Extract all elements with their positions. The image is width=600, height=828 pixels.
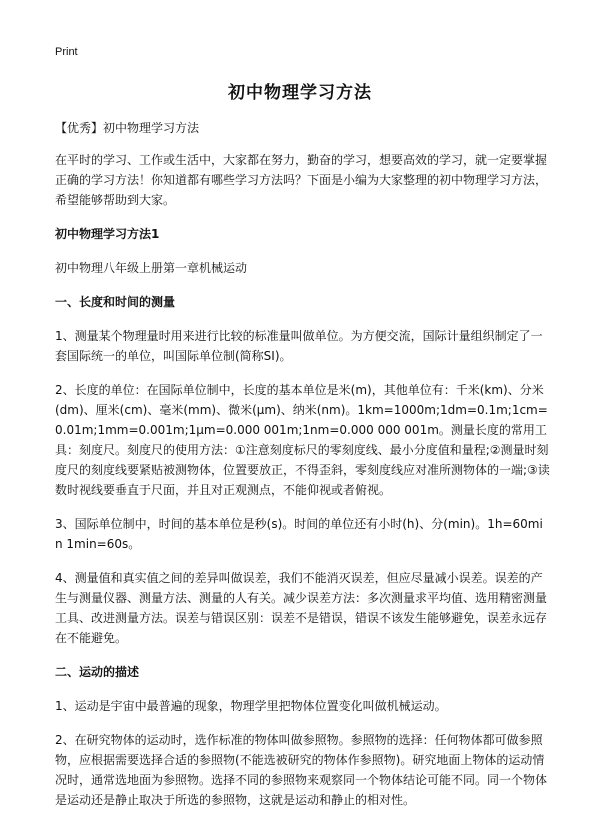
section1-paragraph-3: 3、国际单位制中，时间的基本单位是秒(s)。时间的单位还有小时(h)、分(min)。1h=60min 1min=60s。 bbox=[55, 517, 543, 551]
section1-paragraph-2: 2、长度的单位：在国际单位制中，长度的基本单位是米(m)，其他单位有：千米(km)、分米(dm)、厘米(cm)、毫米(mm)、微米(μm)、纳米(nm)。1km=1000m;1dm=0.1m;1cm=0.01m;1mm=0.001m;1μm=0.000 001m;1nm=0.000 000 001m。测量长度的常用工具：刻度尺。刻度尺的使用方法：①注意刻度标尺的零刻度线、最小分度值和量程;②测量时刻度尺的刻度线要紧贴被测物体，位置要放正，不得歪斜，零刻度线应对准所测物体的一端;③读数时视线要垂直于尺面，并且对正观测点，不能仰视或者俯视。 bbox=[55, 383, 550, 497]
chapter-line: 初中物理八年级上册第一章机械运动 bbox=[55, 261, 248, 275]
section1-paragraph-4: 4、测量值和真实值之间的差异叫做误差，我们不能消灭误差，但应尽量减小误差。误差的产生与测量仪器、测量方法、测量的人有关。减少误差方法：多次测量求平均值、选用精密测量工具、改进测量方法。误差与错误区别：误差不是错误，错误不该发生能够避免，误差永远存在不能避免。 bbox=[55, 571, 548, 645]
section2-paragraph-2: 2、在研究物体的运动时，选作标准的物体叫做参照物。参照物的选择：任何物体都可做参照物，应根据需要选择合适的参照物(不能选被研究的物体作参照物)。研究地面上物体的运动情况时，通常选地面为参照物。选择不同的参照物来观察同一个物体结论可能不同。同一个物体是运动还是静止取决于所选的参照物，这就是运动和静止的相对性。 bbox=[55, 733, 548, 807]
print-link[interactable]: Print bbox=[55, 46, 78, 58]
page-title: 初中物理学习方法 bbox=[228, 83, 372, 103]
section2-heading: 二、运动的描述 bbox=[55, 665, 140, 679]
article-body bbox=[55, 118, 550, 824]
section1-paragraph-1: 1、测量某个物理量时用来进行比较的标准量叫做单位。为方便交流，国际计量组织制定了一套国际统一的单位，叫国际单位制(简称SI)。 bbox=[55, 329, 543, 363]
section1-heading: 一、长度和时间的测量 bbox=[55, 295, 176, 309]
method-heading: 初中物理学习方法1 bbox=[55, 227, 160, 241]
intro-paragraph: 在平时的学习、工作或生活中，大家都在努力，勤奋的学习，想要高效的学习，就一定要掌握正确的学习方法！你知道都有哪些学习方法吗？下面是小编为大家整理的初中物理学习方法，希望能够帮助到大家。 bbox=[55, 153, 548, 207]
section2-paragraph-1: 1、运动是宇宙中最普遍的现象，物理学里把物体位置变化叫做机械运动。 bbox=[55, 699, 447, 713]
tagline: 【优秀】初中物理学习方法 bbox=[55, 121, 200, 135]
